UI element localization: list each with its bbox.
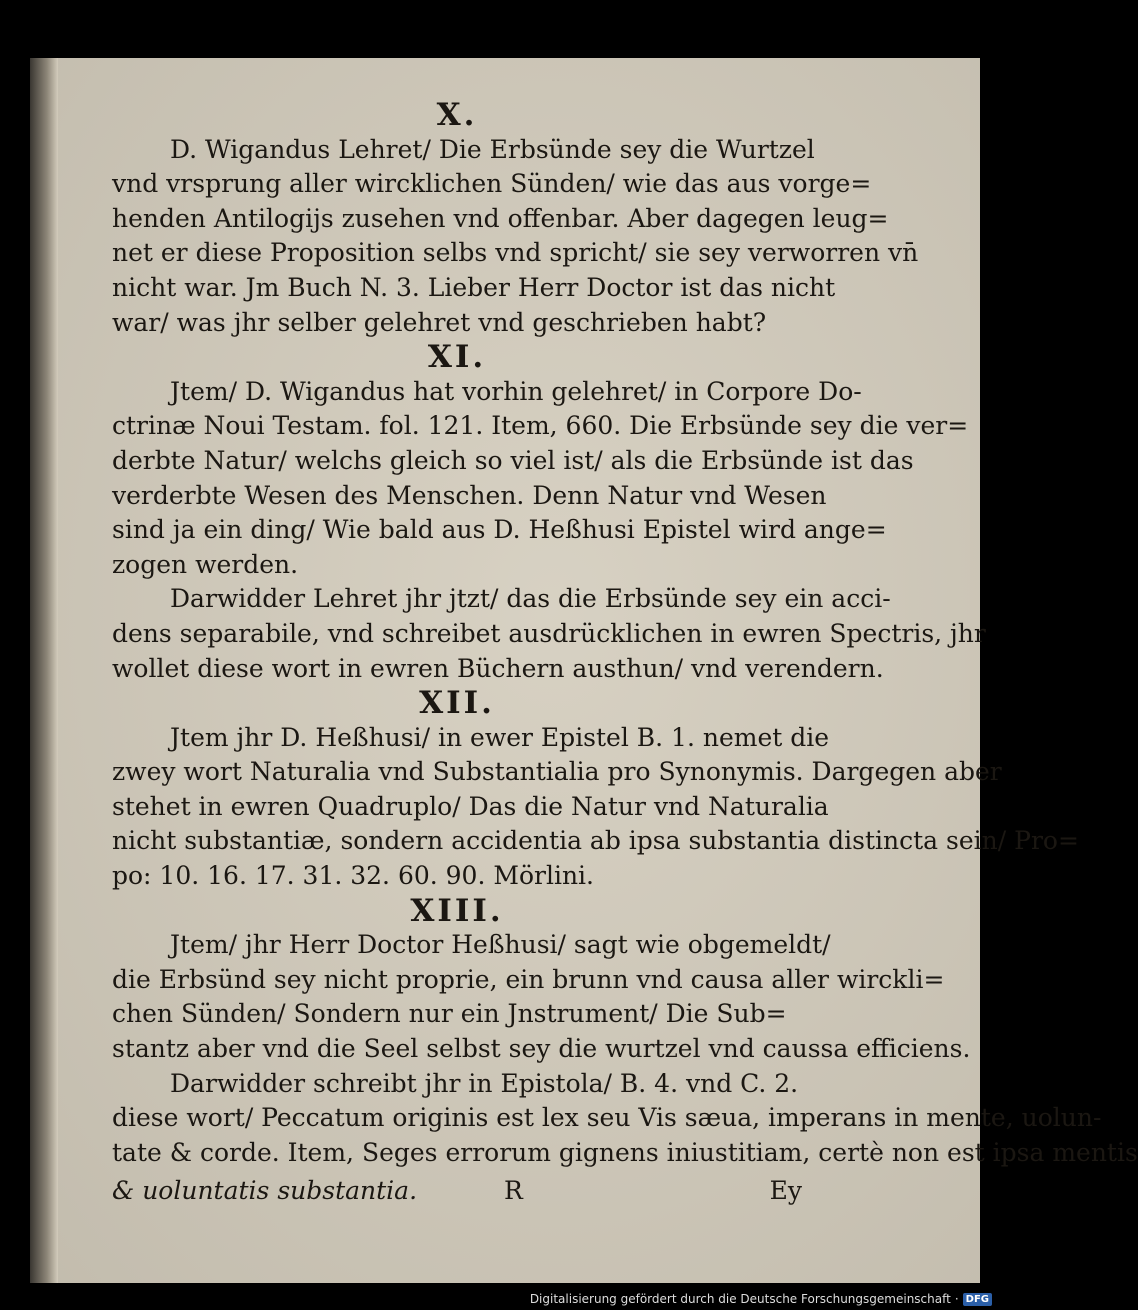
text-line: sind ja ein ding/ Wie bald aus D. Heßhusi Epistel wird ange=: [112, 515, 887, 545]
text-line: wollet diese wort in ewren Büchern austhun/ vnd verendern.: [112, 653, 884, 683]
last-line: & uoluntatis substantia.: [112, 1176, 418, 1205]
catchword: Ey: [769, 1176, 802, 1205]
text-line: derbte Natur/ welchs gleich so viel ist/ als die Erbsünde ist das: [112, 445, 914, 475]
dfg-credit-text: Digitalisierung gefördert durch die Deutsche Forschungsgemeinschaft: [529, 1292, 951, 1306]
section-heading: XII.: [419, 685, 495, 722]
text-line: war/ was jhr selber gelehret vnd geschrieben habt?: [112, 307, 767, 337]
text-line: ctrinæ Noui Testam. fol. 121. Item, 660. Die Erbsünde sey die ver=: [112, 411, 969, 441]
text-line: D. Wigandus Lehret/ Die Erbsünde sey die Wurtzel: [170, 134, 815, 164]
text-line: diese wort/ Peccatum originis est lex seu Vis sæua, imperans in mente, uolun-: [112, 1103, 1102, 1133]
text-line: nicht substantiæ, sondern accidentia ab ipsa substantia distincta sein/ Pro=: [112, 826, 1079, 856]
text-line: net er diese Proposition selbs vnd spricht/ sie sey verworren vn̄: [112, 238, 919, 268]
page-footer-line: [112, 1176, 802, 1205]
text-line: Jtem/ jhr Herr Doctor Heßhusi/ sagt wie obgemeldt/: [170, 930, 831, 960]
book-page: [30, 58, 1138, 1283]
text-line: vnd vrsprung aller wircklichen Sünden/ wie das aus vorge=: [112, 169, 872, 199]
section-heading: XI.: [427, 339, 487, 376]
book-spine-shadow: [30, 58, 58, 1283]
text-line: po: 10. 16. 17. 31. 32. 60. 90. Mörlini.: [112, 861, 594, 891]
text-line: dens separabile, vnd schreibet ausdrücklichen in ewren Spectris, jhr: [112, 618, 986, 648]
dfg-credit: Digitalisierung gefördert durch die Deutsche Forschungsgemeinschaft · DFG: [530, 1292, 992, 1306]
text-line: Darwidder Lehret jhr jtzt/ das die Erbsünde sey ein acci-: [170, 584, 891, 614]
text-line: tate & corde. Item, Seges errorum gignens iniustitiam, certè non est ipsa mentis: [112, 1137, 1138, 1167]
text-line: henden Antilogijs zusehen vnd offenbar. Aber dagegen leug=: [112, 203, 889, 233]
text-line: verderbte Wesen des Menschen. Denn Natur vnd Wesen: [112, 480, 827, 510]
signature-mark: R: [504, 1176, 523, 1205]
section-heading: X.: [436, 97, 478, 133]
text-line: zwey wort Naturalia vnd Substantialia pro Synonymis. Dargegen aber: [112, 757, 1002, 787]
text-line: zogen werden.: [112, 549, 299, 579]
text-line: chen Sünden/ Sondern nur ein Jnstrument/ Die Sub=: [112, 999, 787, 1029]
text-line: stantz aber vnd die Seel selbst sey die wurtzel vnd caussa efficiens.: [112, 1034, 971, 1064]
dfg-logo: DFG: [963, 1293, 992, 1306]
page-text-body: [112, 97, 1138, 1170]
text-line: Jtem jhr D. Heßhusi/ in ewer Epistel B. 1. nemet die: [170, 722, 830, 752]
text-line: stehet in ewren Quadruplo/ Das die Natur vnd Naturalia: [112, 791, 829, 821]
text-line: Darwidder schreibt jhr in Epistola/ B. 4. vnd C. 2.: [170, 1068, 799, 1098]
text-line: Jtem/ D. Wigandus hat vorhin gelehret/ in Corpore Do-: [170, 376, 862, 406]
text-line: die Erbsünd sey nicht proprie, ein brunn vnd causa aller wirckli=: [112, 964, 945, 994]
text-line: nicht war. Jm Buch N. 3. Lieber Herr Doctor ist das nicht: [112, 272, 836, 302]
section-heading: XIII.: [410, 892, 504, 929]
